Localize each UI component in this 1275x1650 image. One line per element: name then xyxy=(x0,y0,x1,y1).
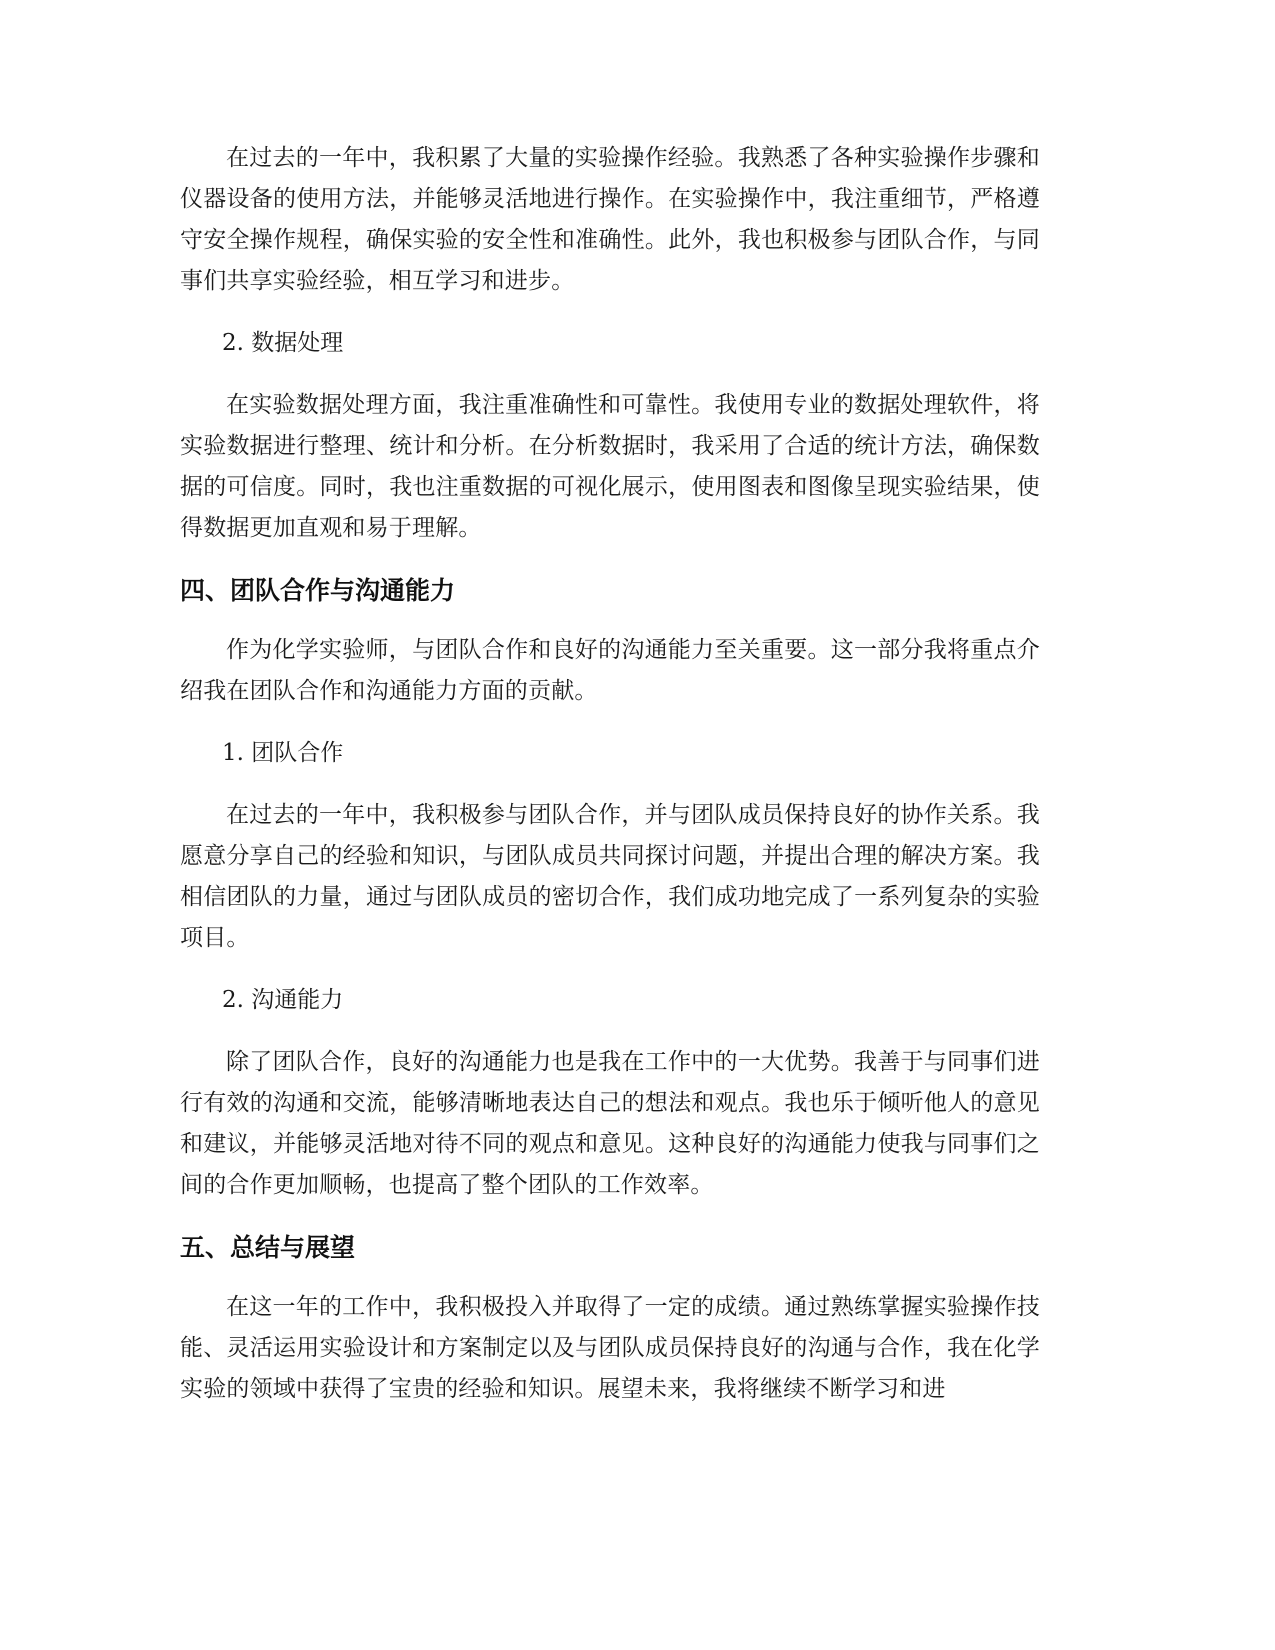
paragraph-summary: 在这一年的工作中，我积极投入并取得了一定的成绩。通过熟练掌握实验操作技能、灵活运用实验设计和方案制定以及与团队成员保持良好的沟通与合作，我在化学实验的领域中获得了宝贵的经验和知识。展望未来，我将继续不断学习和进 xyxy=(180,1294,1040,1402)
paragraph-data-processing: 在实验数据处理方面，我注重准确性和可靠性。我使用专业的数据处理软件，将实验数据进行整理、统计和分析。在分析数据时，我采用了合适的统计方法，确保数据的可信度。同时，我也注重数据的可视化展示，使用图表和图像呈现实验结果，使得数据更加直观和易于理解。 xyxy=(180,392,1040,541)
paragraph-teamwork: 在过去的一年中，我积极参与团队合作，并与团队成员保持良好的协作关系。我愿意分享自己的经验和知识，与团队成员共同探讨问题，并提出合理的解决方案。我相信团队的力量，通过与团队成员的密切合作，我们成功地完成了一系列复杂的实验项目。 xyxy=(180,802,1040,951)
subheading-teamwork: 1. 团队合作 xyxy=(222,740,344,766)
section-heading-summary-outlook: 五、总结与展望 xyxy=(180,1233,356,1262)
subheading-communication: 2. 沟通能力 xyxy=(222,987,344,1013)
paragraph-teamwork-intro: 作为化学实验师，与团队合作和良好的沟通能力至关重要。这一部分我将重点介绍我在团队合作和沟通能力方面的贡献。 xyxy=(180,637,1040,704)
document-page xyxy=(180,138,1040,1431)
subheading-data-processing: 2. 数据处理 xyxy=(222,330,344,356)
section-heading-teamwork-communication: 四、团队合作与沟通能力 xyxy=(180,576,456,605)
paragraph-communication: 除了团队合作，良好的沟通能力也是我在工作中的一大优势。我善于与同事们进行有效的沟通和交流，能够清晰地表达自己的想法和观点。我也乐于倾听他人的意见和建议，并能够灵活地对待不同的观点和意见。这种良好的沟通能力使我与同事们之间的合作更加顺畅，也提高了整个团队的工作效率。 xyxy=(180,1049,1040,1198)
paragraph-lab-operation-experience: 在过去的一年中，我积累了大量的实验操作经验。我熟悉了各种实验操作步骤和仪器设备的使用方法，并能够灵活地进行操作。在实验操作中，我注重细节，严格遵守安全操作规程，确保实验的安全性和准确性。此外，我也积极参与团队合作，与同事们共享实验经验，相互学习和进步。 xyxy=(180,145,1040,294)
